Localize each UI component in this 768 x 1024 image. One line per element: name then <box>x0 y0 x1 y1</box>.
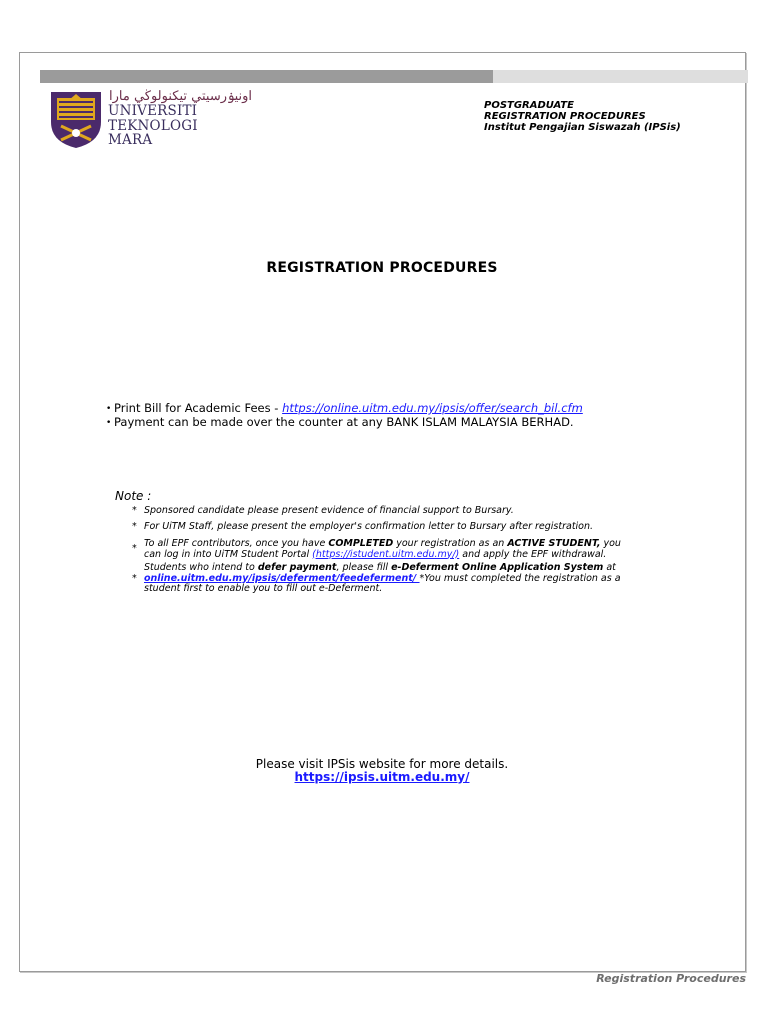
note-deferment-line-2: online.uitm.edu.my/ipsis/deferment/feedeferment/ *You must completed the registration as a <box>144 572 621 584</box>
logo-jawi-text: اونيۏرسيتي تيکنولوڬي مارا <box>109 89 253 104</box>
note-sponsored-text: Sponsored candidate please present evidence of financial support to Bursary. <box>144 505 514 516</box>
list-item-payment <box>106 416 583 430</box>
logo-line-1: UNIVERSITI <box>108 103 198 119</box>
page-title: REGISTRATION PROCEDURES <box>266 260 498 276</box>
payment-text: Payment can be made over the counter at any BANK ISLAM MALAYSIA BERHAD. <box>114 415 574 429</box>
bullet-icon: • <box>106 418 112 428</box>
note-epf-line-1: To all EPF contributors, once you have COMPLETED your registration as an ACTIVE STUDENT, you <box>144 538 621 549</box>
list-item-print-bill <box>106 402 583 416</box>
asterisk-icon: * <box>132 505 137 516</box>
header-info <box>484 100 681 133</box>
ipsis-website-link[interactable]: https://ipsis.uitm.edu.my/ <box>294 770 470 784</box>
procedure-list <box>106 402 583 430</box>
note-epf <box>132 539 621 560</box>
note-deferment-line-3: student first to enable you to fill out e-Deferment. <box>144 583 383 594</box>
note-uitm-staff-text: For UiTM Staff, please present the employer's confirmation letter to Bursary after registration. <box>144 521 594 532</box>
header-line-1: POSTGRADUATE <box>484 100 574 111</box>
footer-text: Please visit IPSis website for more details. <box>255 757 509 771</box>
note-deferment-line-1: Students who intend to defer payment, please fill e-Deferment Online Application System at <box>144 562 616 573</box>
deferment-link[interactable]: online.uitm.edu.my/ipsis/deferment/feedeferment/ <box>144 572 420 584</box>
header-bar-light <box>493 70 748 83</box>
header-line-2: REGISTRATION PROCEDURES <box>484 111 646 122</box>
student-portal-link[interactable]: (https://istudent.uitm.edu.my/) <box>312 548 460 560</box>
footer-info <box>0 758 764 784</box>
asterisk-icon: * <box>132 521 137 532</box>
print-bill-link[interactable]: https://online.uitm.edu.my/ipsis/offer/search_bil.cfm <box>282 401 583 415</box>
print-bill-text: Print Bill for Academic Fees - <box>114 401 283 415</box>
asterisk-icon: * <box>132 543 137 554</box>
note-epf-line-2: can log in into UiTM Student Portal (https://istudent.uitm.edu.my/) and apply the EPF withdrawal. <box>144 548 607 560</box>
note-sponsored <box>132 506 514 517</box>
logo-line-2: TEKNOLOGI <box>108 117 198 134</box>
page-footer-label: Registration Procedures <box>596 972 746 985</box>
note-uitm-staff <box>132 522 593 533</box>
bullet-icon: • <box>106 404 112 414</box>
header-bar-dark <box>40 70 493 83</box>
note-deferment <box>132 563 621 595</box>
note-heading: Note : <box>115 489 152 503</box>
asterisk-icon: * <box>132 573 137 584</box>
header-line-3: Institut Pengajian Siswazah (IPSis) <box>484 122 681 133</box>
logo-line-3: MARA <box>108 132 153 148</box>
logo-wordmark <box>108 104 198 148</box>
